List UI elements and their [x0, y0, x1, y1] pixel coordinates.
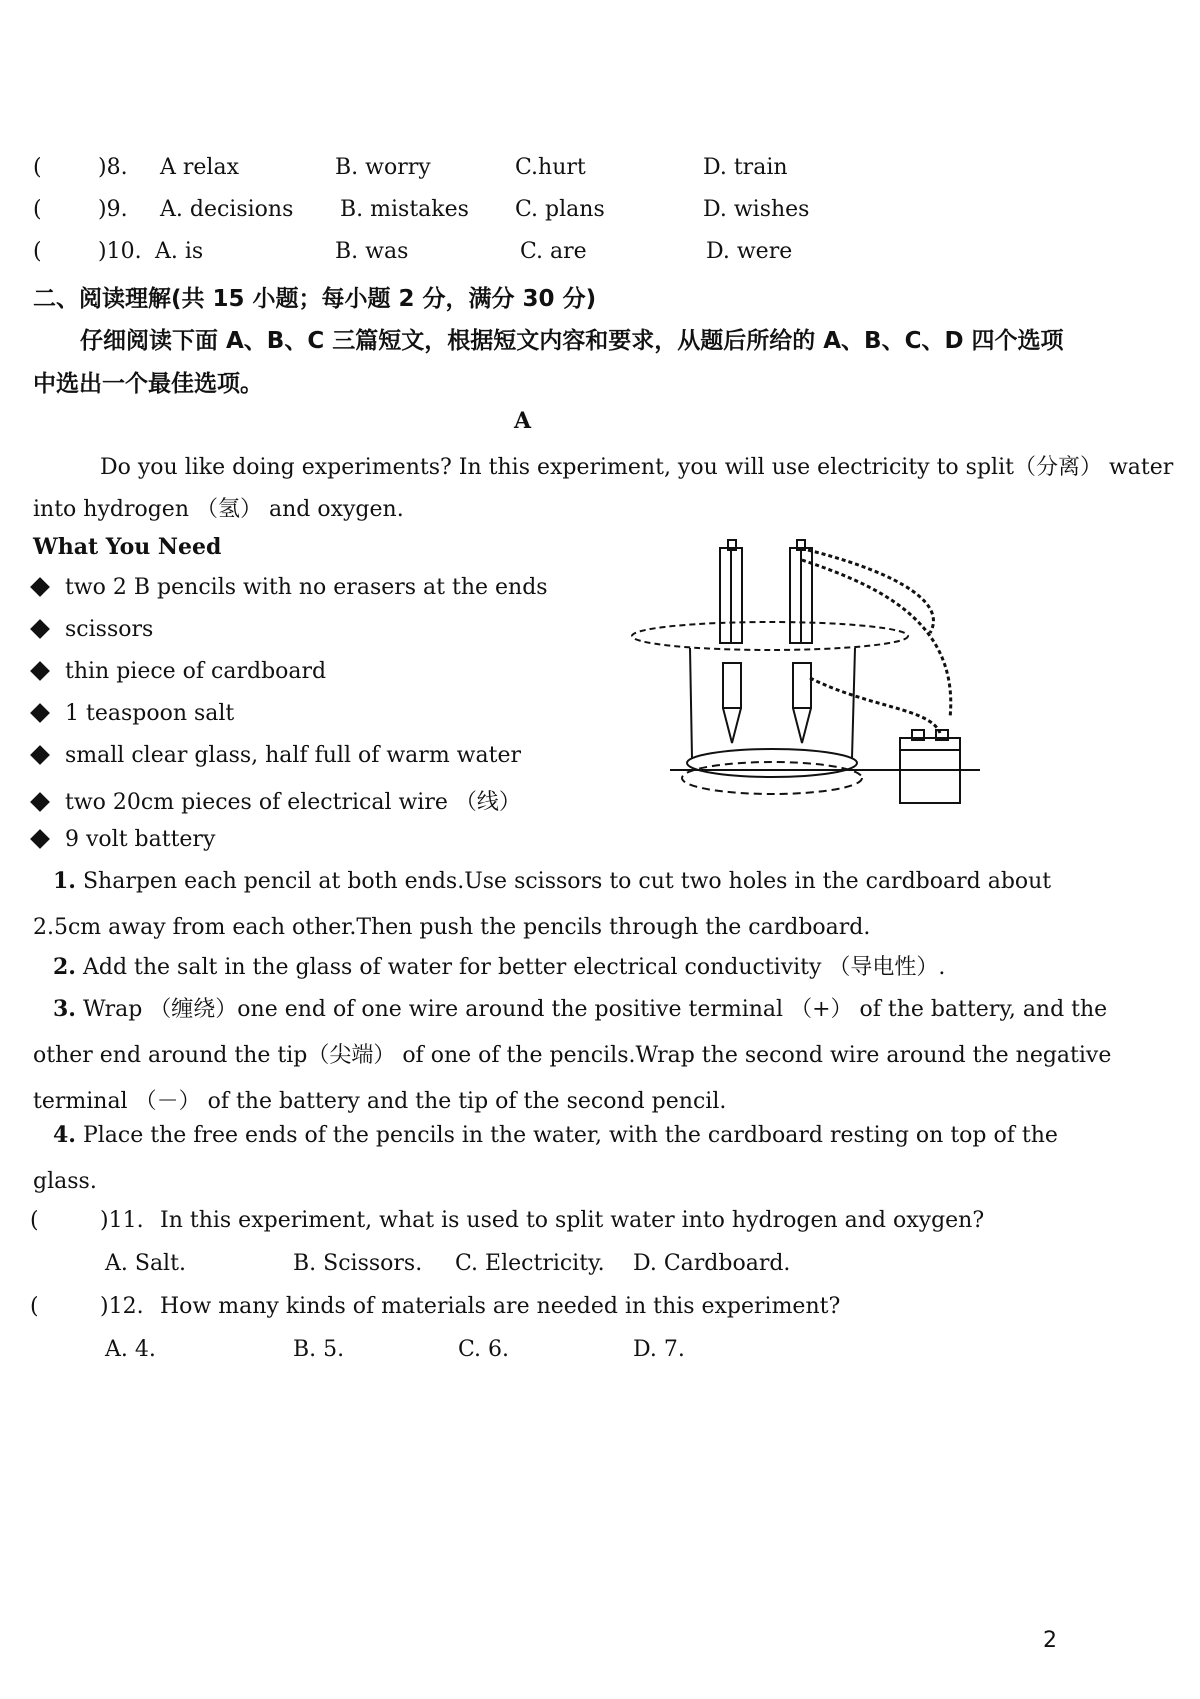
option-b: B. was — [335, 239, 409, 264]
question-text: In this experiment, what is used to split water into hydrogen and oxygen? — [160, 1208, 985, 1233]
material-item: 9 volt battery — [25, 827, 215, 852]
step-2: 2. Add the salt in the glass of water for better electrical conductivity （导电性）. — [53, 954, 946, 980]
option-a: A relax — [160, 155, 239, 180]
step-1: 1. Sharpen each pencil at both ends.Use scissors to cut two holes in the cardboard about 2.5cm away from each other.Then push the pencils through the cardboard. — [33, 868, 1052, 940]
question-number: )8. — [98, 155, 128, 180]
option-d: D. were — [706, 239, 793, 264]
option-a: A. 4. — [105, 1337, 156, 1362]
question-number: )12. — [100, 1294, 144, 1319]
question-11 — [0, 1208, 1200, 1254]
question-number: )10. — [98, 239, 142, 264]
question-text: How many kinds of materials are needed in this experiment? — [160, 1294, 841, 1319]
option-d: D. Cardboard. — [633, 1251, 791, 1276]
question-12 — [0, 1294, 1200, 1340]
page-number: 2 — [1043, 1628, 1057, 1653]
answer-paren: ( — [33, 155, 42, 180]
passage-letter: A — [514, 408, 532, 434]
option-c: C.hurt — [515, 155, 586, 180]
option-b: B. 5. — [293, 1337, 345, 1362]
answer-paren: ( — [30, 1294, 39, 1319]
answer-paren: ( — [30, 1208, 39, 1233]
answer-paren: ( — [33, 197, 42, 222]
material-item: two 20cm pieces of electrical wire （线） — [25, 785, 521, 816]
section-instruction-line1: 仔细阅读下面 A、B、C 三篇短文，根据短文内容和要求，从题后所给的 A、B、C、D 四个选项 — [80, 328, 1064, 354]
diamond-bullet-icon — [30, 703, 50, 723]
diamond-bullet-icon — [30, 829, 50, 849]
diamond-bullet-icon — [30, 661, 50, 681]
cloze-row-10 — [0, 239, 1200, 285]
passage-intro-line2: into hydrogen （氢） and oxygen. — [33, 497, 404, 522]
option-a: A. is — [155, 239, 204, 264]
question-number: )9. — [98, 197, 128, 222]
option-c: C. Electricity. — [455, 1251, 605, 1276]
cloze-row-9 — [0, 197, 1200, 243]
question-number: )11. — [100, 1208, 144, 1233]
option-c: C. 6. — [458, 1337, 510, 1362]
option-a: A. decisions — [160, 197, 294, 222]
diamond-bullet-icon — [30, 619, 50, 639]
option-d: D. wishes — [703, 197, 810, 222]
material-item: two 2 B pencils with no erasers at the ends — [25, 575, 548, 600]
diamond-bullet-icon — [30, 792, 50, 812]
option-b: B. worry — [335, 155, 431, 180]
section-heading: 二、阅读理解(共 15 小题；每小题 2 分，满分 30 分) — [33, 286, 597, 312]
option-d: D. 7. — [633, 1337, 685, 1362]
material-item: 1 teaspoon salt — [25, 701, 234, 726]
passage-intro-line1: Do you like doing experiments? In this experiment, you will use electricity to split（分离） water — [100, 455, 1174, 480]
material-item: thin piece of cardboard — [25, 659, 326, 684]
material-item: scissors — [25, 617, 153, 642]
section-instruction-line2: 中选出一个最佳选项。 — [33, 371, 263, 397]
step-3: 3. Wrap （缠绕）one end of one wire around the positive terminal （+） of the battery, and the other end around the tip（尖端） of one of the pencils.Wrap the second wire around the negative terminal （－） of the battery and the tip of the second pencil. — [33, 996, 1112, 1114]
option-d: D. train — [703, 155, 788, 180]
diamond-bullet-icon — [30, 745, 50, 765]
option-c: C. are — [520, 239, 587, 264]
option-b: B. Scissors. — [293, 1251, 423, 1276]
option-c: C. plans — [515, 197, 605, 222]
option-b: B. mistakes — [340, 197, 469, 222]
experiment-illustration — [630, 538, 1010, 808]
answer-paren: ( — [33, 239, 42, 264]
diamond-bullet-icon — [30, 577, 50, 597]
option-a: A. Salt. — [105, 1251, 186, 1276]
what-you-need-heading: What You Need — [33, 534, 222, 560]
cloze-row-8 — [0, 155, 1200, 201]
material-item: small clear glass, half full of warm water — [25, 743, 521, 768]
step-4: 4. Place the free ends of the pencils in the water, with the cardboard resting on top of the glass. — [33, 1122, 1058, 1194]
